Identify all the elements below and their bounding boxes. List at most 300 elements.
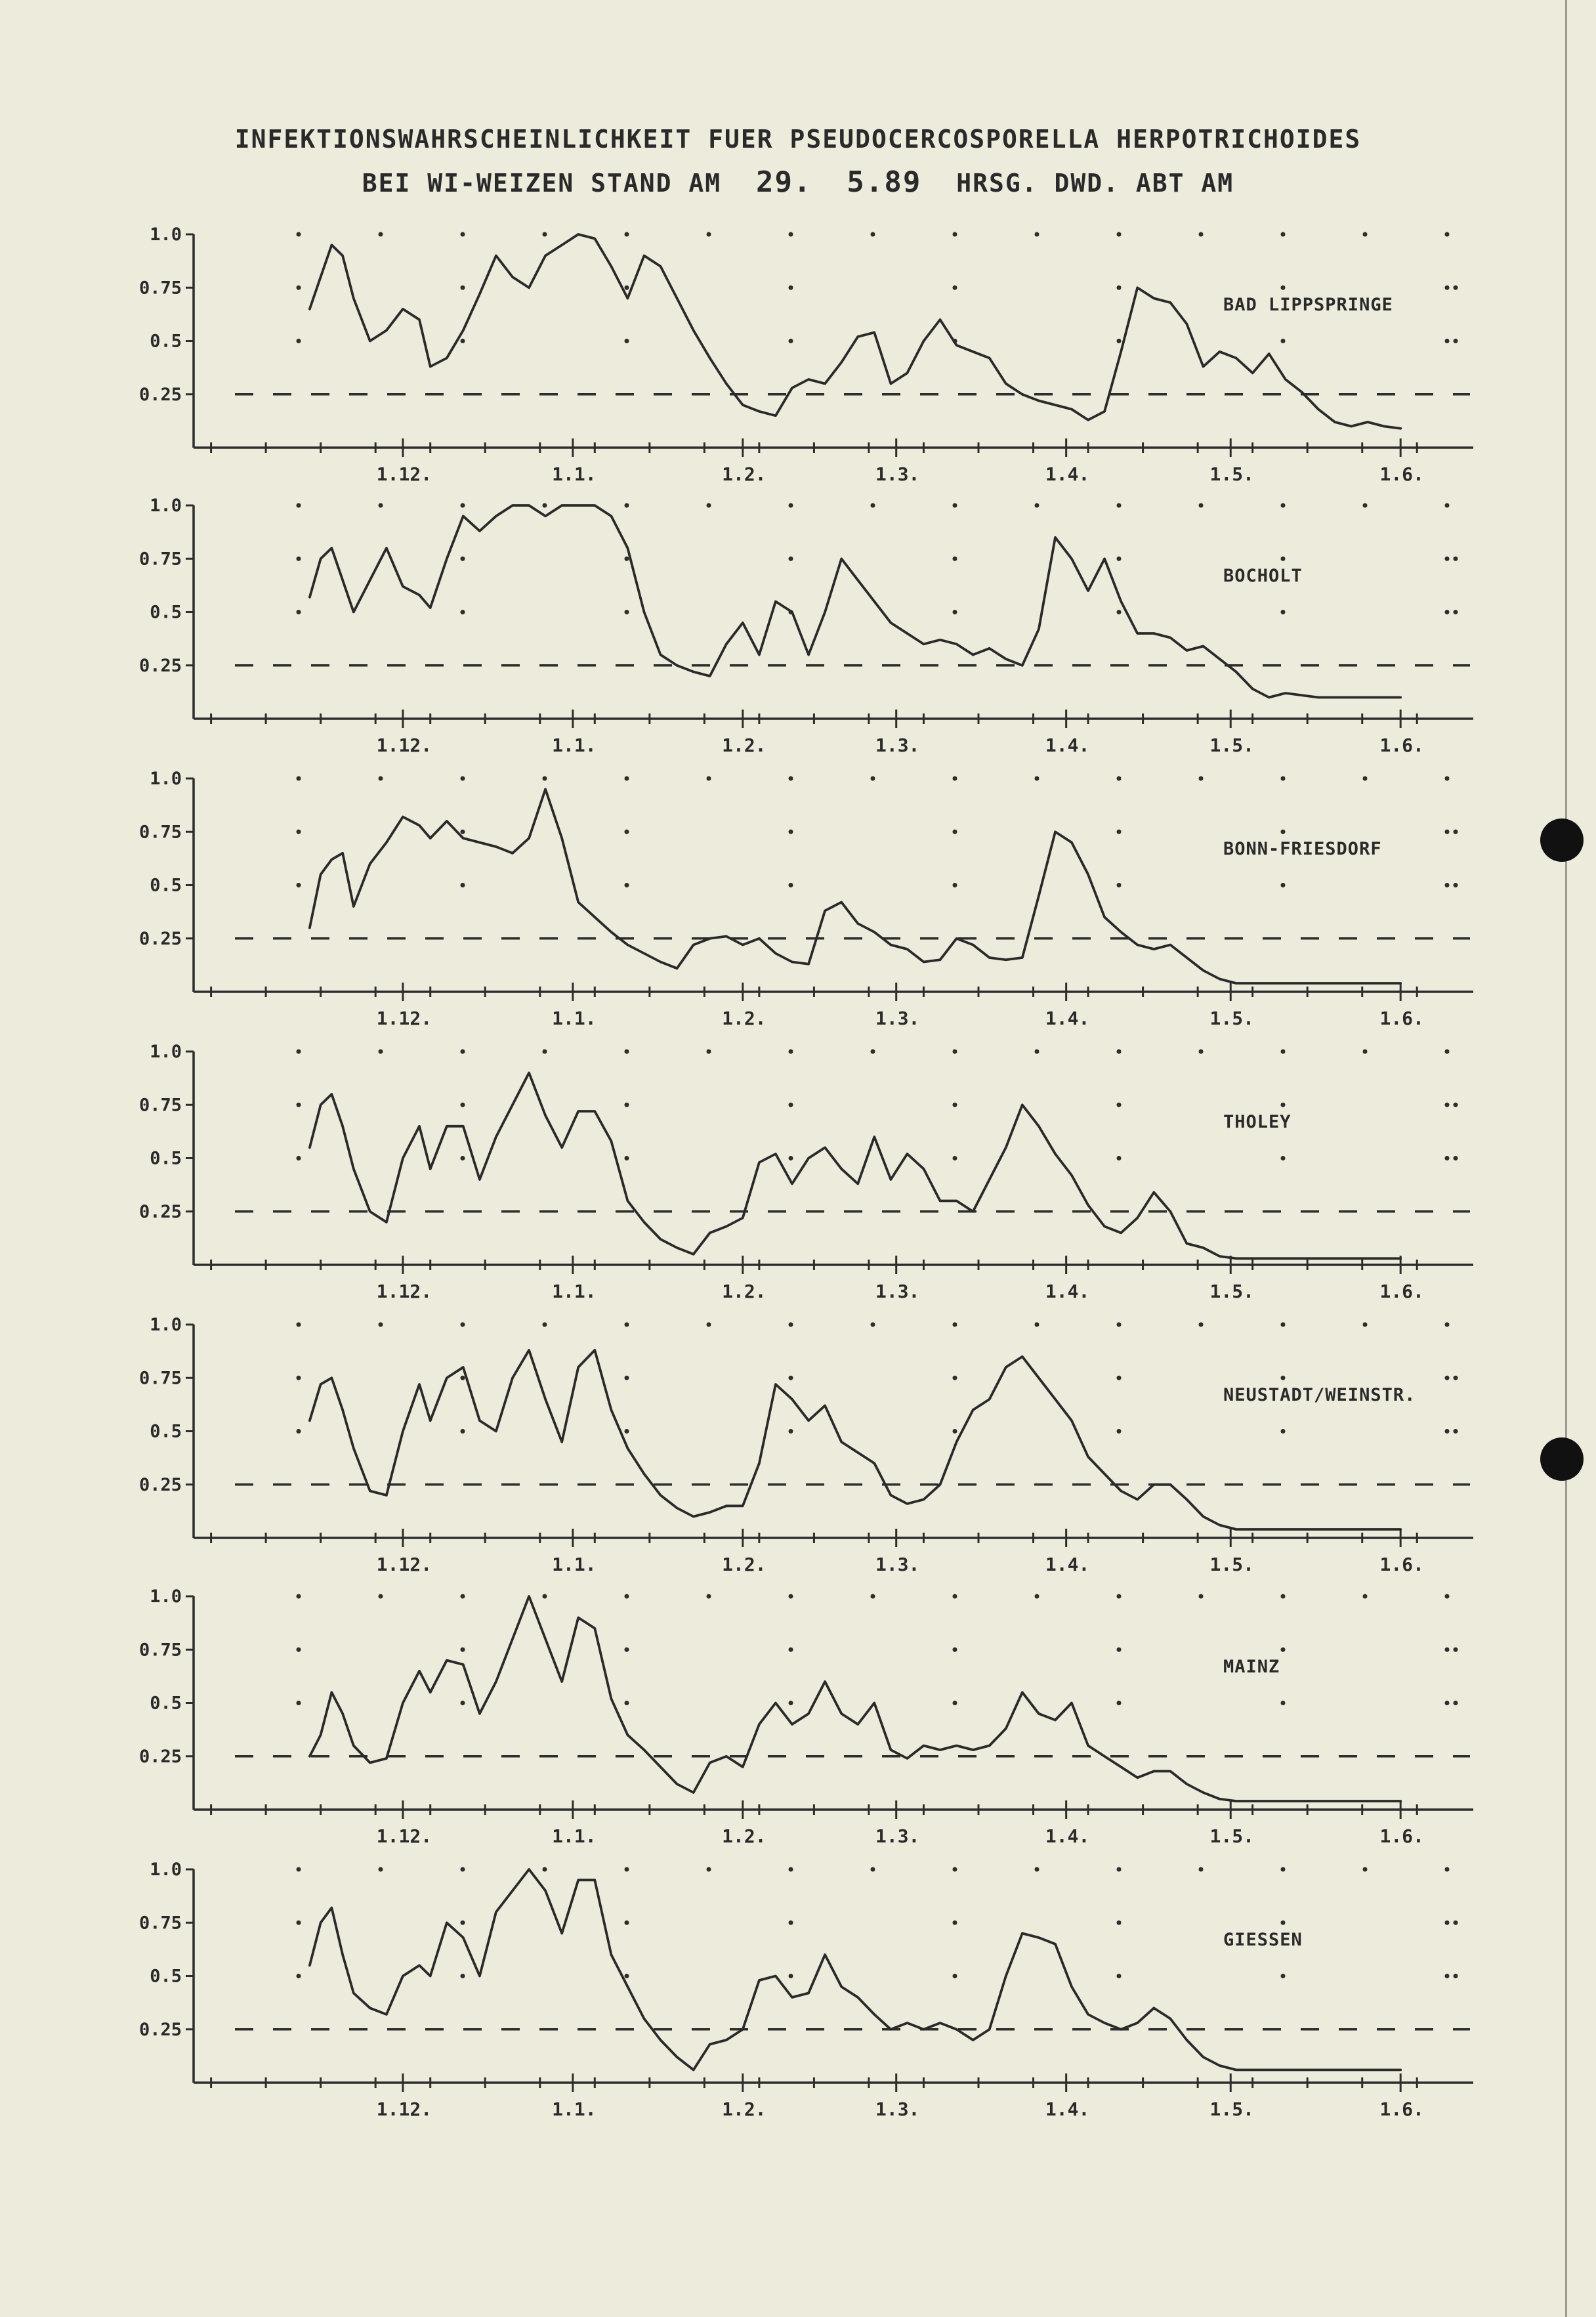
chart-7-grid-dot bbox=[543, 1867, 547, 1872]
chart-7-grid-dot bbox=[1117, 1974, 1122, 1978]
chart-7-grid-dot bbox=[1445, 1867, 1450, 1872]
chart-5-x-tick-label: 1.5. bbox=[1209, 1554, 1254, 1575]
chart-5-grid-dot bbox=[1117, 1323, 1122, 1327]
title-line-2-suffix: HRSG. DWD. ABT AM bbox=[956, 169, 1234, 198]
chart-1-x-tick-label: 1.5. bbox=[1209, 463, 1254, 485]
chart-5-x-tick-label: 1.3. bbox=[875, 1554, 920, 1575]
chart-3-y-tick-label: 0.25 bbox=[138, 928, 182, 949]
chart-5-grid-dot bbox=[1445, 1376, 1450, 1380]
chart-3-grid-dot bbox=[1199, 776, 1204, 781]
chart-2-grid-dot bbox=[297, 503, 301, 508]
chart-1-x-tick-label: 1.12. bbox=[376, 463, 432, 485]
chart-7-grid-dot bbox=[789, 1974, 793, 1978]
chart-2-grid-dot bbox=[625, 503, 629, 508]
chart-3-grid-dot bbox=[297, 830, 301, 834]
chart-7-grid-dot bbox=[625, 1921, 629, 1925]
chart-1-grid-dot bbox=[707, 232, 711, 237]
chart-6-grid-dot bbox=[379, 1594, 383, 1599]
title-date-month-year: 5.89 bbox=[847, 165, 922, 199]
chart-3-grid-dot bbox=[1281, 883, 1286, 887]
chart-7-grid-dot bbox=[461, 1867, 465, 1872]
chart-4-grid-dot bbox=[1281, 1050, 1286, 1054]
chart-5-x-tick-label: 1.6. bbox=[1379, 1554, 1424, 1575]
chart-7-series-line bbox=[310, 1869, 1400, 2070]
chart-3-y-tick-label: 0.5 bbox=[150, 875, 182, 896]
chart-4-grid-dot bbox=[1035, 1050, 1040, 1054]
chart-5-y-tick-label: 0.25 bbox=[138, 1474, 182, 1495]
chart-6-grid-dot bbox=[1035, 1594, 1040, 1599]
chart-6-grid-dot bbox=[1117, 1594, 1122, 1599]
chart-3-grid-dot bbox=[1281, 776, 1286, 781]
chart-4-grid-dot bbox=[1445, 1050, 1450, 1054]
chart-6-grid-dot bbox=[1363, 1594, 1368, 1599]
chart-4-grid-dot bbox=[1454, 1103, 1458, 1107]
chart-1-station-label: BAD LIPPSPRINGE bbox=[1223, 295, 1393, 315]
chart-7-grid-dot bbox=[461, 1921, 465, 1925]
chart-6-y-tick-label: 0.5 bbox=[150, 1693, 182, 1714]
chart-5-y-tick-label: 0.5 bbox=[150, 1421, 182, 1442]
chart-2-grid-dot bbox=[953, 610, 957, 614]
chart-5-grid-dot bbox=[707, 1323, 711, 1327]
chart-5-grid-dot bbox=[1035, 1323, 1040, 1327]
chart-3-x-tick-label: 1.4. bbox=[1045, 1008, 1090, 1029]
chart-2-x-tick-label: 1.12. bbox=[376, 734, 432, 756]
chart-4-y-tick-label: 0.25 bbox=[138, 1201, 182, 1222]
chart-3-grid-dot bbox=[789, 883, 793, 887]
chart-4-grid-dot bbox=[379, 1050, 383, 1054]
chart-5-grid-dot bbox=[1363, 1323, 1368, 1327]
chart-2-grid-dot bbox=[1454, 610, 1458, 614]
chart-2-x-tick-label: 1.1. bbox=[552, 734, 597, 756]
chart-2-grid-dot bbox=[1199, 503, 1204, 508]
chart-4-grid-dot bbox=[461, 1103, 465, 1107]
chart-6-grid-dot bbox=[1117, 1647, 1122, 1652]
chart-6-grid-dot bbox=[297, 1647, 301, 1652]
chart-5-grid-dot bbox=[297, 1323, 301, 1327]
chart-6-grid-dot bbox=[625, 1701, 629, 1705]
chart-5-grid-dot bbox=[789, 1376, 793, 1380]
chart-3-grid-dot bbox=[461, 883, 465, 887]
chart-4-grid-dot bbox=[953, 1103, 957, 1107]
chart-7-grid-dot bbox=[1281, 1974, 1286, 1978]
chart-6-grid-dot bbox=[1454, 1647, 1458, 1652]
chart-7-station-label: GIESSEN bbox=[1223, 1930, 1303, 1950]
chart-3-grid-dot bbox=[789, 830, 793, 834]
title-line-2-prefix: BEI WI-WEIZEN STAND AM bbox=[362, 169, 722, 198]
chart-5-grid-dot bbox=[461, 1376, 465, 1380]
chart-2-series-line bbox=[310, 505, 1400, 698]
chart-4-grid-dot bbox=[1281, 1103, 1286, 1107]
chart-3-x-tick-label: 1.2. bbox=[722, 1008, 766, 1029]
chart-6-grid-dot bbox=[953, 1647, 957, 1652]
chart-1-grid-dot bbox=[1199, 232, 1204, 237]
chart-5-grid-dot bbox=[789, 1429, 793, 1434]
chart-3-grid-dot bbox=[707, 776, 711, 781]
chart-1-series-line bbox=[310, 234, 1400, 429]
chart-7-grid-dot bbox=[1281, 1921, 1286, 1925]
chart-2-grid-dot bbox=[1281, 557, 1286, 561]
chart-6-grid-dot bbox=[625, 1594, 629, 1599]
chart-6-grid-dot bbox=[1199, 1594, 1204, 1599]
chart-7-x-tick-label: 1.5. bbox=[1209, 2098, 1254, 2120]
chart-2-y-tick-label: 0.25 bbox=[138, 655, 182, 676]
chart-6-y-tick-label: 0.75 bbox=[138, 1640, 182, 1661]
chart-7-grid-dot bbox=[789, 1867, 793, 1872]
chart-4-x-tick-label: 1.4. bbox=[1045, 1281, 1090, 1302]
chart-1-grid-dot bbox=[461, 232, 465, 237]
chart-4-y-tick-label: 1.0 bbox=[150, 1042, 182, 1062]
chart-2-grid-dot bbox=[461, 610, 465, 614]
chart-4-grid-dot bbox=[461, 1156, 465, 1160]
chart-3-grid-dot bbox=[379, 776, 383, 781]
chart-6-grid-dot bbox=[297, 1594, 301, 1599]
chart-7-x-tick-label: 1.3. bbox=[875, 2098, 920, 2120]
chart-4-grid-dot bbox=[1281, 1156, 1286, 1160]
chart-3-grid-dot bbox=[297, 776, 301, 781]
chart-4-grid-dot bbox=[1117, 1103, 1122, 1107]
chart-2-grid-dot bbox=[1117, 503, 1122, 508]
chart-6-x-tick-label: 1.5. bbox=[1209, 1825, 1254, 1847]
chart-6-x-tick-label: 1.12. bbox=[376, 1825, 432, 1847]
chart-1-x-tick-label: 1.3. bbox=[875, 463, 920, 485]
chart-7-grid-dot bbox=[1454, 1974, 1458, 1978]
chart-1-grid-dot bbox=[625, 286, 629, 290]
chart-4-grid-dot bbox=[1454, 1156, 1458, 1160]
chart-7-grid-dot bbox=[1445, 1921, 1450, 1925]
chart-7-grid-dot bbox=[789, 1921, 793, 1925]
chart-6-grid-dot bbox=[461, 1647, 465, 1652]
chart-4-grid-dot bbox=[625, 1050, 629, 1054]
chart-7-grid-dot bbox=[953, 1974, 957, 1978]
chart-3-series-line bbox=[310, 789, 1400, 983]
chart-2-grid-dot bbox=[789, 557, 793, 561]
chart-2-grid-dot bbox=[461, 557, 465, 561]
chart-2-grid-dot bbox=[461, 503, 465, 508]
chart-7-y-tick-label: 0.25 bbox=[138, 2019, 182, 2040]
chart-4-x-tick-label: 1.5. bbox=[1209, 1281, 1254, 1302]
chart-5-grid-dot bbox=[1281, 1376, 1286, 1380]
chart-6-grid-dot bbox=[953, 1594, 957, 1599]
chart-4-grid-dot bbox=[1445, 1156, 1450, 1160]
chart-3-x-tick-label: 1.5. bbox=[1209, 1008, 1254, 1029]
chart-7-x-tick-label: 1.6. bbox=[1379, 2098, 1424, 2120]
chart-1-y-tick-label: 1.0 bbox=[150, 224, 182, 245]
chart-6-x-tick-label: 1.2. bbox=[722, 1825, 766, 1847]
chart-7-grid-dot bbox=[1363, 1867, 1368, 1872]
chart-1-grid-dot bbox=[297, 286, 301, 290]
chart-1-grid-dot bbox=[1281, 232, 1286, 237]
chart-7-grid-dot bbox=[1035, 1867, 1040, 1872]
chart-1-grid-dot bbox=[1281, 286, 1286, 290]
chart-2-grid-dot bbox=[1281, 503, 1286, 508]
chart-1-grid-dot bbox=[1035, 232, 1040, 237]
chart-1-grid-dot bbox=[1281, 339, 1286, 343]
chart-5-grid-dot bbox=[953, 1429, 957, 1434]
chart-6-grid-dot bbox=[1445, 1594, 1450, 1599]
chart-7-grid-dot bbox=[1117, 1867, 1122, 1872]
chart-1-grid-dot bbox=[1445, 232, 1450, 237]
chart-1-grid-dot bbox=[297, 339, 301, 343]
chart-6-y-tick-label: 0.25 bbox=[138, 1746, 182, 1767]
chart-2-y-tick-label: 0.75 bbox=[138, 549, 182, 570]
chart-5-grid-dot bbox=[871, 1323, 875, 1327]
chart-7-grid-dot bbox=[297, 1974, 301, 1978]
chart-4-grid-dot bbox=[1445, 1103, 1450, 1107]
chart-7-x-tick-label: 1.4. bbox=[1045, 2098, 1090, 2120]
chart-3-grid-dot bbox=[297, 883, 301, 887]
chart-3-y-tick-label: 1.0 bbox=[150, 769, 182, 789]
chart-1-x-tick-label: 1.6. bbox=[1379, 463, 1424, 485]
chart-3-grid-dot bbox=[461, 776, 465, 781]
chart-2-x-tick-label: 1.4. bbox=[1045, 734, 1090, 756]
chart-7-grid-dot bbox=[871, 1867, 875, 1872]
chart-5-grid-dot bbox=[1199, 1323, 1204, 1327]
chart-7-y-tick-label: 1.0 bbox=[150, 1860, 182, 1880]
chart-3-grid-dot bbox=[625, 883, 629, 887]
chart-4-x-tick-label: 1.1. bbox=[552, 1281, 597, 1302]
chart-3-grid-dot bbox=[625, 776, 629, 781]
chart-2-x-tick-label: 1.6. bbox=[1379, 734, 1424, 756]
chart-7-grid-dot bbox=[953, 1867, 957, 1872]
chart-3-grid-dot bbox=[953, 776, 957, 781]
chart-3-x-tick-label: 1.6. bbox=[1379, 1008, 1424, 1029]
chart-5-grid-dot bbox=[625, 1376, 629, 1380]
chart-6-x-tick-label: 1.6. bbox=[1379, 1825, 1424, 1847]
chart-3-grid-dot bbox=[1445, 776, 1450, 781]
chart-7-grid-dot bbox=[707, 1867, 711, 1872]
chart-6-grid-dot bbox=[461, 1701, 465, 1705]
chart-6-x-tick-label: 1.3. bbox=[875, 1825, 920, 1847]
chart-6-grid-dot bbox=[1281, 1647, 1286, 1652]
chart-3-y-tick-label: 0.75 bbox=[138, 822, 182, 843]
chart-1-grid-dot bbox=[1454, 286, 1458, 290]
chart-7-grid-dot bbox=[1199, 1867, 1204, 1872]
chart-4-grid-dot bbox=[953, 1156, 957, 1160]
chart-1-y-tick-label: 0.25 bbox=[138, 384, 182, 405]
chart-2-grid-dot bbox=[297, 557, 301, 561]
title-date-day: 29. bbox=[756, 165, 812, 199]
chart-2-station-label: BOCHOLT bbox=[1223, 566, 1303, 586]
chart-1-grid-dot bbox=[1454, 339, 1458, 343]
chart-7-grid-dot bbox=[297, 1921, 301, 1925]
chart-6-grid-dot bbox=[707, 1594, 711, 1599]
chart-2-grid-dot bbox=[625, 557, 629, 561]
chart-1-grid-dot bbox=[789, 232, 793, 237]
chart-6-x-tick-label: 1.4. bbox=[1045, 1825, 1090, 1847]
chart-7-grid-dot bbox=[1117, 1921, 1122, 1925]
chart-4-x-tick-label: 1.3. bbox=[875, 1281, 920, 1302]
chart-6-station-label: MAINZ bbox=[1223, 1657, 1280, 1677]
chart-4-x-tick-label: 1.12. bbox=[376, 1281, 432, 1302]
chart-4-grid-dot bbox=[461, 1050, 465, 1054]
chart-2-grid-dot bbox=[1445, 503, 1450, 508]
chart-6-grid-dot bbox=[625, 1647, 629, 1652]
chart-7-grid-dot bbox=[1454, 1921, 1458, 1925]
chart-2-grid-dot bbox=[543, 503, 547, 508]
chart-5-grid-dot bbox=[1454, 1429, 1458, 1434]
chart-4-grid-dot bbox=[871, 1050, 875, 1054]
chart-7-x-tick-label: 1.12. bbox=[376, 2098, 432, 2120]
chart-5-grid-dot bbox=[379, 1323, 383, 1327]
chart-5-grid-dot bbox=[297, 1429, 301, 1434]
chart-7-y-tick-label: 0.5 bbox=[150, 1966, 182, 1987]
chart-3-x-tick-label: 1.3. bbox=[875, 1008, 920, 1029]
chart-6-x-tick-label: 1.1. bbox=[552, 1825, 597, 1847]
chart-1-grid-dot bbox=[625, 339, 629, 343]
chart-5-grid-dot bbox=[461, 1429, 465, 1434]
chart-1-grid-dot bbox=[1445, 339, 1450, 343]
chart-2-grid-dot bbox=[1117, 557, 1122, 561]
chart-3-x-tick-label: 1.12. bbox=[376, 1008, 432, 1029]
chart-5-x-tick-label: 1.1. bbox=[552, 1554, 597, 1575]
chart-4-grid-dot bbox=[625, 1156, 629, 1160]
chart-5-grid-dot bbox=[625, 1323, 629, 1327]
chart-6-grid-dot bbox=[297, 1701, 301, 1705]
chart-4-x-tick-label: 1.2. bbox=[722, 1281, 766, 1302]
chart-6-grid-dot bbox=[871, 1594, 875, 1599]
chart-4-grid-dot bbox=[1117, 1156, 1122, 1160]
chart-6-grid-dot bbox=[1445, 1701, 1450, 1705]
chart-5-y-tick-label: 0.75 bbox=[138, 1368, 182, 1389]
chart-1-x-tick-label: 1.1. bbox=[552, 463, 597, 485]
chart-1-grid-dot bbox=[1117, 286, 1122, 290]
chart-6-grid-dot bbox=[461, 1594, 465, 1599]
chart-1-grid-dot bbox=[461, 286, 465, 290]
chart-2-grid-dot bbox=[1454, 557, 1458, 561]
chart-4-grid-dot bbox=[625, 1103, 629, 1107]
chart-7-x-tick-label: 1.1. bbox=[552, 2098, 597, 2120]
chart-7-grid-dot bbox=[625, 1867, 629, 1872]
chart-3-grid-dot bbox=[1363, 776, 1368, 781]
chart-3-station-label: BONN-FRIESDORF bbox=[1223, 839, 1382, 859]
chart-7-grid-dot bbox=[297, 1867, 301, 1872]
chart-2-grid-dot bbox=[953, 557, 957, 561]
chart-3-grid-dot bbox=[871, 776, 875, 781]
chart-7-y-tick-label: 0.75 bbox=[138, 1913, 182, 1934]
chart-7-grid-dot bbox=[1445, 1974, 1450, 1978]
chart-3-grid-dot bbox=[1281, 830, 1286, 834]
chart-6-grid-dot bbox=[1281, 1701, 1286, 1705]
chart-1-grid-dot bbox=[1117, 232, 1122, 237]
chart-2-grid-dot bbox=[1117, 610, 1122, 614]
chart-7-grid-dot bbox=[953, 1921, 957, 1925]
chart-4-series-line bbox=[310, 1073, 1400, 1259]
chart-1-grid-dot bbox=[1363, 232, 1368, 237]
chart-4-grid-dot bbox=[789, 1103, 793, 1107]
chart-3-grid-dot bbox=[1117, 883, 1122, 887]
chart-1-grid-dot bbox=[789, 339, 793, 343]
chart-4-grid-dot bbox=[789, 1156, 793, 1160]
chart-2-grid-dot bbox=[789, 503, 793, 508]
chart-4-grid-dot bbox=[297, 1103, 301, 1107]
chart-5-grid-dot bbox=[953, 1376, 957, 1380]
chart-5-x-tick-label: 1.12. bbox=[376, 1554, 432, 1575]
chart-3-grid-dot bbox=[625, 830, 629, 834]
chart-4-y-tick-label: 0.75 bbox=[138, 1095, 182, 1116]
chart-6-series-line bbox=[310, 1596, 1400, 1801]
chart-2-y-tick-label: 1.0 bbox=[150, 496, 182, 516]
chart-3-grid-dot bbox=[1117, 776, 1122, 781]
chart-5-grid-dot bbox=[625, 1429, 629, 1434]
chart-5-grid-dot bbox=[789, 1323, 793, 1327]
chart-5-grid-dot bbox=[1445, 1429, 1450, 1434]
chart-1-grid-dot bbox=[625, 232, 629, 237]
chart-3-x-tick-label: 1.1. bbox=[552, 1008, 597, 1029]
chart-2-grid-dot bbox=[1445, 557, 1450, 561]
chart-5-grid-dot bbox=[1281, 1323, 1286, 1327]
chart-3-grid-dot bbox=[953, 830, 957, 834]
chart-4-grid-dot bbox=[1363, 1050, 1368, 1054]
chart-6-grid-dot bbox=[1454, 1701, 1458, 1705]
chart-3-grid-dot bbox=[789, 776, 793, 781]
chart-2-grid-dot bbox=[1035, 503, 1040, 508]
chart-3-grid-dot bbox=[1454, 883, 1458, 887]
chart-5-x-tick-label: 1.4. bbox=[1045, 1554, 1090, 1575]
chart-1-y-tick-label: 0.5 bbox=[150, 331, 182, 352]
chart-6-grid-dot bbox=[543, 1594, 547, 1599]
chart-2-grid-dot bbox=[625, 610, 629, 614]
chart-1-grid-dot bbox=[953, 286, 957, 290]
chart-4-grid-dot bbox=[707, 1050, 711, 1054]
chart-5-x-tick-label: 1.2. bbox=[722, 1554, 766, 1575]
chart-6-grid-dot bbox=[1117, 1701, 1122, 1705]
chart-4-grid-dot bbox=[789, 1050, 793, 1054]
chart-6-grid-dot bbox=[789, 1594, 793, 1599]
chart-2-grid-dot bbox=[297, 610, 301, 614]
chart-1-x-tick-label: 1.2. bbox=[722, 463, 766, 485]
chart-4-x-tick-label: 1.6. bbox=[1379, 1281, 1424, 1302]
chart-2-grid-dot bbox=[379, 503, 383, 508]
chart-5-grid-dot bbox=[1445, 1323, 1450, 1327]
chart-2-grid-dot bbox=[707, 503, 711, 508]
chart-1-y-tick-label: 0.75 bbox=[138, 278, 182, 299]
chart-4-grid-dot bbox=[1117, 1050, 1122, 1054]
chart-6-grid-dot bbox=[1281, 1594, 1286, 1599]
chart-2-y-tick-label: 0.5 bbox=[150, 602, 182, 623]
chart-2-grid-dot bbox=[1363, 503, 1368, 508]
chart-3-grid-dot bbox=[1454, 830, 1458, 834]
title-line-1: INFEKTIONSWAHRSCHEINLICHKEIT FUER PSEUDOCERCOSPORELLA HERPOTRICHOIDES bbox=[234, 125, 1362, 154]
chart-1-grid-dot bbox=[297, 232, 301, 237]
chart-6-grid-dot bbox=[953, 1701, 957, 1705]
chart-5-grid-dot bbox=[543, 1323, 547, 1327]
chart-4-grid-dot bbox=[543, 1050, 547, 1054]
chart-3-grid-dot bbox=[1117, 830, 1122, 834]
chart-2-grid-dot bbox=[1281, 610, 1286, 614]
chart-3-grid-dot bbox=[543, 776, 547, 781]
chart-5-grid-dot bbox=[1454, 1376, 1458, 1380]
chart-4-y-tick-label: 0.5 bbox=[150, 1148, 182, 1169]
chart-3-grid-dot bbox=[953, 883, 957, 887]
chart-1-grid-dot bbox=[1445, 286, 1450, 290]
chart-6-grid-dot bbox=[789, 1701, 793, 1705]
chart-2-x-tick-label: 1.5. bbox=[1209, 734, 1254, 756]
chart-4-station-label: THOLEY bbox=[1223, 1112, 1292, 1132]
chart-1-grid-dot bbox=[789, 286, 793, 290]
chart-7-grid-dot bbox=[1281, 1867, 1286, 1872]
chart-3-grid-dot bbox=[1445, 830, 1450, 834]
chart-7-grid-dot bbox=[461, 1974, 465, 1978]
chart-4-grid-dot bbox=[953, 1050, 957, 1054]
chart-1-grid-dot bbox=[461, 339, 465, 343]
chart-5-grid-dot bbox=[953, 1323, 957, 1327]
chart-5-station-label: NEUSTADT/WEINSTR. bbox=[1223, 1385, 1416, 1405]
chart-6-grid-dot bbox=[1445, 1647, 1450, 1652]
chart-1-grid-dot bbox=[871, 232, 875, 237]
chart-1-x-tick-label: 1.4. bbox=[1045, 463, 1090, 485]
chart-6-grid-dot bbox=[789, 1647, 793, 1652]
chart-2-grid-dot bbox=[953, 503, 957, 508]
